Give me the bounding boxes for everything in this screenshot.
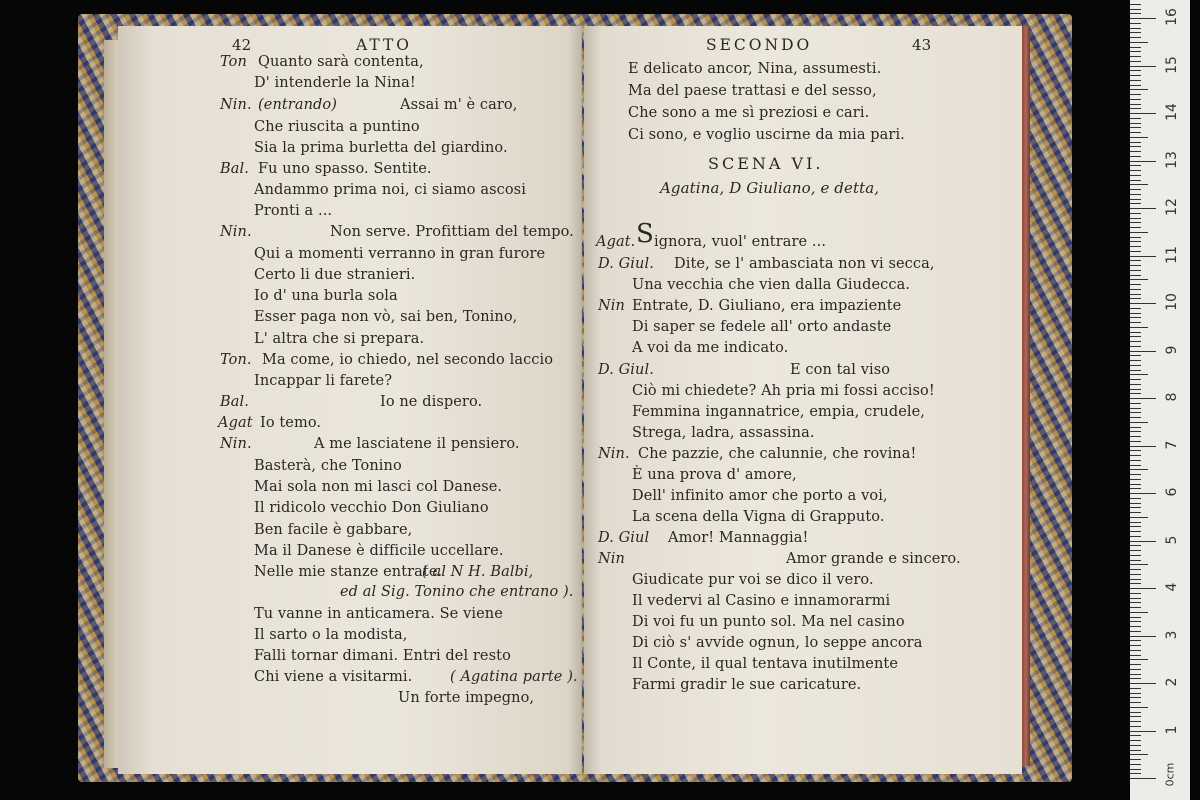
verse-line: Io ne dispero.: [380, 394, 483, 410]
ruler-tick: [1130, 189, 1141, 190]
ruler-tick: [1130, 384, 1141, 385]
ruler-tick: [1130, 503, 1141, 504]
ruler-tick: [1130, 450, 1141, 451]
ruler-tick: [1130, 132, 1141, 133]
right-page: [584, 26, 1022, 774]
scene-characters: Agatina, D Giuliano, e detta,: [660, 179, 880, 197]
ruler-tick: [1130, 778, 1156, 779]
speaker-label: Bal.: [220, 161, 249, 177]
ruler-tick: [1130, 389, 1141, 390]
ruler-tick: [1130, 232, 1148, 233]
ruler-tick: [1130, 674, 1141, 675]
ruler-tick: [1130, 37, 1141, 38]
verse-line: Dite, se l' ambasciata non vi secca,: [674, 256, 935, 272]
ruler-tick: [1130, 408, 1141, 409]
ruler-tick: [1130, 712, 1141, 713]
stage-direction: ( al N H. Balbi,: [422, 564, 534, 580]
ruler-tick: [1130, 137, 1148, 138]
verse-line: A me lasciatene il pensiero.: [314, 436, 520, 452]
verse-line: Io d' una burla sola: [254, 288, 398, 304]
ruler-tick: [1130, 108, 1141, 109]
speaker-label: D. Giul.: [598, 362, 654, 378]
ruler-tick: [1130, 493, 1156, 494]
ruler-tick: [1130, 298, 1141, 299]
verse-line: Ma come, io chiedo, nel secondo laccio: [262, 352, 554, 368]
ruler-tick: [1130, 94, 1141, 95]
ruler-tick: [1130, 289, 1141, 290]
running-head: SECONDO: [706, 36, 813, 54]
verse-line: Assai m' è caro,: [400, 97, 518, 113]
ruler-tick: [1130, 294, 1141, 295]
ruler-tick: [1130, 4, 1141, 5]
ruler-tick: [1130, 251, 1141, 252]
ruler-tick: [1130, 85, 1141, 86]
ruler-tick: [1130, 322, 1141, 323]
verse-line: Ma il Danese è difficile uccellare.: [254, 543, 504, 559]
ruler-tick: [1130, 199, 1141, 200]
ruler-tick: [1130, 560, 1141, 561]
ruler-tick: [1130, 579, 1141, 580]
ruler-tick: [1130, 151, 1141, 152]
ruler-tick: [1130, 80, 1141, 81]
ruler-tick: [1130, 113, 1156, 114]
verse-line: Esser paga non vò, sai ben, Tonino,: [254, 309, 518, 325]
verse-line: Qui a momenti verranno in gran furore: [254, 246, 546, 262]
verse-line: Che riuscita a puntino: [254, 119, 420, 135]
verse-line: Una vecchia che vien dalla Giudecca.: [632, 277, 911, 293]
verse-line: È una prova d' amore,: [632, 467, 797, 483]
ruler-tick: [1130, 170, 1141, 171]
ruler-number: 6: [1164, 487, 1180, 497]
ruler-tick: [1130, 180, 1141, 181]
verse-line: L' altra che si prepara.: [254, 331, 425, 347]
ruler-tick: [1130, 47, 1141, 48]
ruler-tick: [1130, 469, 1148, 470]
ruler-tick: [1130, 583, 1141, 584]
ruler-tick: [1130, 70, 1141, 71]
ruler-tick: [1130, 237, 1141, 238]
ruler-tick: [1130, 688, 1141, 689]
speaker-label: Bal.: [220, 394, 249, 410]
ruler-tick: [1130, 488, 1141, 489]
verse-line: Andammo prima noi, ci siamo ascosi: [254, 182, 526, 198]
verse-line: D' intenderle la Nina!: [254, 75, 416, 91]
ruler-tick: [1130, 517, 1148, 518]
speaker-label: D. Giul: [598, 530, 650, 546]
speaker-label: Nin.: [220, 97, 252, 113]
ruler-tick: [1130, 574, 1141, 575]
verse-line: Di ciò s' avvide ognun, lo seppe ancora: [632, 635, 923, 651]
ruler-tick: [1130, 18, 1156, 19]
ruler-tick: [1130, 683, 1156, 684]
verse-line: Dell' infinito amor che porto a voi,: [632, 488, 888, 504]
ruler-tick: [1130, 773, 1141, 774]
ruler-tick: [1130, 56, 1141, 57]
ruler-tick: [1130, 541, 1156, 542]
ruler-tick: [1130, 507, 1141, 508]
verse-line: Fu uno spasso. Sentite.: [258, 161, 432, 177]
speaker-label: Ton: [220, 54, 247, 70]
ruler-tick: [1130, 479, 1141, 480]
ruler-number: 3: [1164, 630, 1180, 639]
ruler-tick: [1130, 213, 1141, 214]
verse-line: Mai sola non mi lasci col Danese.: [254, 479, 503, 495]
ruler-tick: [1130, 745, 1141, 746]
ruler-tick: [1130, 555, 1141, 556]
ruler-tick: [1130, 61, 1141, 62]
verse-line: Strega, ladra, assassina.: [632, 425, 815, 441]
ruler-tick: [1130, 351, 1156, 352]
ruler-tick: [1130, 602, 1141, 603]
ruler-tick: [1130, 726, 1141, 727]
page-number: 43: [912, 36, 932, 54]
ruler-tick: [1130, 104, 1141, 105]
ruler-tick: [1130, 308, 1141, 309]
ruler-number: 14: [1164, 103, 1180, 121]
ruler-number: 16: [1164, 8, 1180, 26]
ruler-tick: [1130, 531, 1141, 532]
ruler-tick: [1130, 498, 1141, 499]
speaker-label: Nin.: [220, 224, 252, 240]
ruler-tick: [1130, 645, 1141, 646]
speaker-label: Nin.: [220, 436, 252, 452]
ruler-tick: [1130, 51, 1141, 52]
ruler-tick: [1130, 650, 1141, 651]
ruler-tick: [1130, 702, 1141, 703]
ruler-tick: [1130, 246, 1141, 247]
speaker-label: D. Giul.: [598, 256, 654, 272]
measuring-ruler: [1130, 0, 1190, 800]
ruler-tick: [1130, 313, 1141, 314]
verse-line: ignora, vuol' entrare ...: [654, 234, 827, 250]
ruler-tick: [1130, 731, 1156, 732]
ruler-tick: [1130, 598, 1141, 599]
stage-direction: ( Agatina parte ).: [450, 669, 578, 685]
verse-line: Ben facile è gabbare,: [254, 522, 413, 538]
verse-line: Il ridicolo vecchio Don Giuliano: [254, 500, 489, 516]
ruler-tick: [1130, 417, 1141, 418]
speaker-label: Nin.: [598, 446, 630, 462]
ruler-tick: [1130, 441, 1141, 442]
ruler-tick: [1130, 42, 1148, 43]
ruler-tick: [1130, 607, 1141, 608]
ruler-tick: [1130, 161, 1156, 162]
ruler-tick: [1130, 697, 1141, 698]
ruler-tick: [1130, 270, 1141, 271]
ruler-tick: [1130, 23, 1141, 24]
stage-direction: (entrando): [258, 97, 337, 113]
ruler-tick: [1130, 422, 1148, 423]
ruler-tick: [1130, 142, 1141, 143]
ruler-unit-label: 0cm: [1163, 762, 1177, 787]
verse-line: Pronti a ...: [254, 203, 333, 219]
ruler-tick: [1130, 256, 1156, 257]
ruler-tick: [1130, 669, 1141, 670]
speaker-label: Agat.: [596, 234, 636, 250]
ruler-number: 7: [1164, 440, 1180, 449]
drop-cap: S: [636, 219, 654, 249]
scene-heading: SCENA VI.: [708, 154, 824, 173]
ruler-tick: [1130, 759, 1141, 760]
ruler-tick: [1130, 127, 1141, 128]
ruler-tick: [1130, 750, 1141, 751]
ruler-tick: [1130, 99, 1141, 100]
verse-line: Di voi fu un punto sol. Ma nel casino: [632, 614, 905, 630]
verse-line: Chi viene a visitarmi.: [254, 669, 413, 685]
ruler-tick: [1130, 393, 1141, 394]
ruler-tick: [1130, 13, 1141, 14]
verse-line: Ci sono, e voglio uscirne da mia pari.: [628, 127, 905, 143]
ruler-number: 11: [1164, 245, 1180, 264]
verse-line: Sia la prima burletta del giardino.: [254, 140, 508, 156]
ruler-tick: [1130, 332, 1141, 333]
verse-line: Che sono a me sì preziosi e cari.: [628, 105, 870, 121]
verse-line: Tu vanne in anticamera. Se viene: [254, 606, 503, 622]
verse-line: Il Conte, il qual tentava inutilmente: [632, 656, 899, 672]
ruler-tick: [1130, 194, 1141, 195]
ruler-tick: [1130, 165, 1141, 166]
ruler-tick: [1130, 436, 1141, 437]
ruler-tick: [1130, 398, 1156, 399]
ruler-tick: [1130, 659, 1148, 660]
verse-line: Nelle mie stanze entrate.: [254, 564, 443, 580]
ruler-number: 1: [1164, 725, 1180, 734]
ruler-tick: [1130, 474, 1141, 475]
verse-line: Basterà, che Tonino: [254, 458, 402, 474]
ruler-tick: [1130, 512, 1141, 513]
ruler-tick: [1130, 754, 1148, 755]
ruler-tick: [1130, 631, 1141, 632]
running-head: ATTO: [356, 36, 413, 54]
ruler-tick: [1130, 123, 1141, 124]
ruler-tick: [1130, 184, 1148, 185]
verse-line: Ma del paese trattasi e del sesso,: [628, 83, 877, 99]
verse-line: Amor! Mannaggia!: [668, 530, 809, 546]
verse-line: Il sarto o la modista,: [254, 627, 408, 643]
verse-line: Che pazzie, che calunnie, che rovina!: [638, 446, 917, 462]
ruler-tick: [1130, 346, 1141, 347]
ruler-tick: [1130, 740, 1141, 741]
ruler-tick: [1130, 621, 1141, 622]
ruler-tick: [1130, 32, 1141, 33]
ruler-tick: [1130, 593, 1141, 594]
ruler-number: 10: [1164, 293, 1180, 311]
ruler-tick: [1130, 403, 1141, 404]
ruler-tick: [1130, 303, 1156, 304]
speaker-label: Nin: [598, 298, 625, 314]
verse-line: E delicato ancor, Nina, assumesti.: [628, 61, 882, 77]
ruler-tick: [1130, 484, 1141, 485]
ruler-tick: [1130, 446, 1156, 447]
ruler-tick: [1130, 279, 1148, 280]
ruler-tick: [1130, 569, 1141, 570]
ruler-tick: [1130, 526, 1141, 527]
ruler-number: 13: [1164, 150, 1180, 169]
ruler-tick: [1130, 327, 1148, 328]
ruler-tick: [1130, 460, 1141, 461]
ruler-tick: [1130, 360, 1141, 361]
verse-line: Certo li due stranieri.: [254, 267, 416, 283]
ruler-tick: [1130, 118, 1141, 119]
ruler-tick: [1130, 208, 1156, 209]
stage-direction: ed al Sig. Tonino che entrano ).: [340, 584, 574, 600]
ruler-tick: [1130, 693, 1141, 694]
ruler-tick: [1130, 379, 1141, 380]
ruler-tick: [1130, 522, 1141, 523]
ruler-number: 8: [1164, 392, 1180, 402]
ruler-tick: [1130, 550, 1141, 551]
ruler-number: 5: [1164, 535, 1180, 544]
ruler-tick: [1130, 89, 1148, 90]
ruler-tick: [1130, 341, 1141, 342]
ruler-number: 9: [1164, 345, 1180, 354]
speaker-label: Agat: [218, 415, 253, 431]
ruler-tick: [1130, 412, 1141, 413]
ruler-tick: [1130, 203, 1141, 204]
verse-line: Falli tornar dimani. Entri del resto: [254, 648, 511, 664]
ruler-tick: [1130, 75, 1141, 76]
verse-line: Ciò mi chiedete? Ah pria mi fossi acciso!: [632, 383, 935, 399]
speaker-label: Ton.: [220, 352, 252, 368]
ruler-number: 2: [1164, 677, 1180, 687]
verse-line: Di saper se fedele all' orto andaste: [632, 319, 892, 335]
ruler-tick: [1130, 227, 1141, 228]
ruler-tick: [1130, 374, 1148, 375]
ruler-tick: [1130, 355, 1141, 356]
ruler-tick: [1130, 431, 1141, 432]
verse-line: E con tal viso: [790, 362, 891, 378]
ruler-tick: [1130, 9, 1141, 10]
verse-line: Femmina ingannatrice, empia, crudele,: [632, 404, 926, 420]
ruler-tick: [1130, 735, 1141, 736]
speaker-label: Nin: [598, 551, 625, 567]
ruler-tick: [1130, 66, 1156, 67]
left-page: [118, 26, 582, 774]
ruler-tick: [1130, 365, 1141, 366]
verse-line: Giudicate pur voi se dico il vero.: [632, 572, 874, 588]
ruler-tick: [1130, 536, 1141, 537]
ruler-tick: [1130, 655, 1141, 656]
ruler-tick: [1130, 336, 1141, 337]
ruler-tick: [1130, 640, 1141, 641]
ruler-tick: [1130, 721, 1141, 722]
page-number: 42: [232, 36, 252, 54]
ruler-tick: [1130, 175, 1141, 176]
ruler-tick: [1130, 716, 1141, 717]
ruler-tick: [1130, 545, 1141, 546]
ruler-tick: [1130, 465, 1141, 466]
ruler-tick: [1130, 664, 1141, 665]
ruler-tick: [1130, 564, 1148, 565]
ruler-tick: [1130, 636, 1156, 637]
ruler-tick: [1130, 612, 1148, 613]
ruler-tick: [1130, 260, 1141, 261]
verse-line: Farmi gradir le sue caricature.: [632, 677, 862, 693]
ruler-tick: [1130, 626, 1141, 627]
ruler-tick: [1130, 370, 1141, 371]
ruler-tick: [1130, 588, 1156, 589]
ruler-tick: [1130, 275, 1141, 276]
ruler-tick: [1130, 707, 1148, 708]
verse-line: Io temo.: [260, 415, 322, 431]
ruler-tick: [1130, 769, 1141, 770]
ruler-tick: [1130, 427, 1141, 428]
ruler-number: 4: [1164, 582, 1180, 592]
ruler-tick: [1130, 222, 1141, 223]
verse-line: Un forte impegno,: [398, 690, 535, 706]
ruler-number: 12: [1164, 198, 1180, 216]
verse-line: La scena della Vigna di Grapputo.: [632, 509, 885, 525]
verse-line: Il vedervi al Casino e innamorarmi: [632, 593, 891, 609]
ruler-tick: [1130, 156, 1141, 157]
ruler-tick: [1130, 241, 1141, 242]
verse-line: Entrate, D. Giuliano, era impaziente: [632, 298, 902, 314]
ruler-tick: [1130, 764, 1141, 765]
ruler-tick: [1130, 317, 1141, 318]
verse-line: Incappar li farete?: [254, 373, 393, 389]
ruler-tick: [1130, 265, 1141, 266]
verse-line: A voi da me indicato.: [632, 340, 789, 356]
ruler-tick: [1130, 455, 1141, 456]
ruler-tick: [1130, 617, 1141, 618]
verse-line: Amor grande e sincero.: [786, 551, 961, 567]
ruler-tick: [1130, 678, 1141, 679]
ruler-tick: [1130, 284, 1141, 285]
ruler-tick: [1130, 28, 1141, 29]
verse-line: Non serve. Profittiam del tempo.: [330, 224, 574, 240]
ruler-tick: [1130, 146, 1141, 147]
verse-line: Quanto sarà contenta,: [258, 54, 424, 70]
page-stack-right: [1022, 26, 1030, 766]
ruler-tick: [1130, 218, 1141, 219]
ruler-number: 15: [1164, 55, 1180, 74]
